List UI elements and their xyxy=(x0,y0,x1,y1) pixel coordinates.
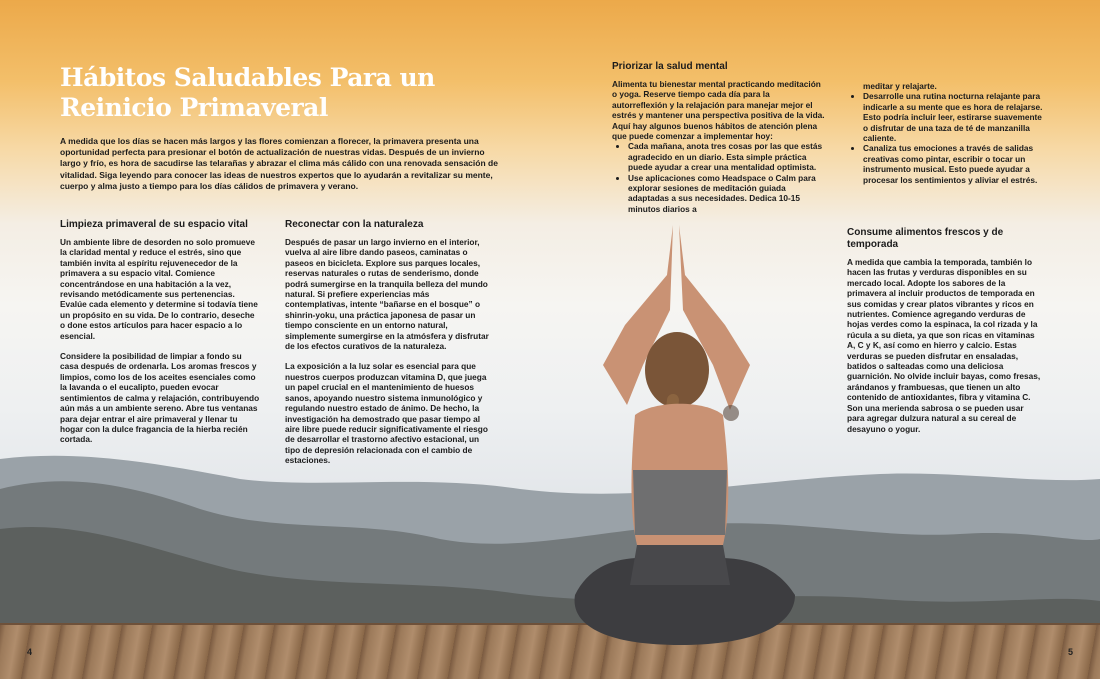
list-item-continued: meditar y relajarte. xyxy=(863,81,937,91)
paragraph: Alimenta tu bienestar mental practicando meditación o yoga. Reserve tiempo cada día para la autorreflexión y la relajación para manejar mejor el estrés y mantener una perspectiva positiva de la vida. Aquí hay algunos buenos hábitos de atención plena que puede comenzar a implementar hoy: xyxy=(612,79,825,142)
section-limpieza xyxy=(60,219,260,455)
page-title: Hábitos Saludables Para un Reinicio Primaveral xyxy=(60,63,435,122)
intro-paragraph: A medida que los días se hacen más largos y las flores comienzan a florecer, la primavera presenta una oportunidad perfecta para presionar el botón de actualización de nuestras vidas. Después de un invierno largo y frío, es hora de sacudirse las telarañas y abrazar el clima más cálido con una renovada sensación de vitalidad. Siga leyendo para conocer las ideas de nuestros expertos que lo ayudarán a revitalizar su mente, cuerpo y alma justo a tiempo para los días cálidos de primavera y verano. xyxy=(60,136,498,191)
section-salud-mental-cont xyxy=(847,81,1047,199)
list-item: • Canaliza tus emociones a través de salidas creativas como pintar, escribir o tocar un instrumento musical. Esto puede ayudar a procesar los sentimientos y aliviar el estrés. xyxy=(863,143,1047,185)
list-item: • Use aplicaciones como Headspace o Calm para explorar sesiones de meditación guiada adaptadas a sus necesidades. Dedica 10-15 minutos diarios a xyxy=(628,173,827,215)
paragraph: Después de pasar un largo invierno en el interior, vuelva al aire libre dando paseos, caminatas o paseos en bicicleta. Explore sus parques locales, reservas naturales o rutas de senderismo, donde podrá sumergirse en la tranquila belleza del mundo natural. Si prefiere experiencias más contemplativas, intente “bañarse en el bosque” o shinrin-yoku, una práctica japonesa de pasar un tiempo consciente en un entorno natural, simplemente sumergirse en la atmósfera y disfrutar de los efectos curativos de la naturaleza. xyxy=(285,237,489,352)
section-heading: Reconectar con la naturaleza xyxy=(285,219,424,230)
section-alimentos xyxy=(847,227,1042,444)
section-heading: Priorizar la salud mental xyxy=(612,61,728,72)
paragraph: La exposición a la luz solar es esencial para que nuestros cuerpos produzcan vitamina D, que juega un papel crucial en el mantenimiento de huesos sanos, apoyando nuestro sistema inmunológico y regulando nuestro estado de ánimo. De hecho, la investigación ha demostrado que pasar tiempo al aire libre puede reducir significativamente el riesgo de desarrollar el trastorno afectivo estacional, un tipo de depresión relacionada con el cambio de estaciones. xyxy=(285,361,488,466)
section-heading: Consume alimentos frescos y de temporada xyxy=(847,227,1004,250)
page-number-right: 5 xyxy=(1067,647,1073,657)
section-salud-mental xyxy=(612,61,827,214)
list-item: • Desarrolle una rutina nocturna relajante para indicarle a su mente que es hora de relajarse. Esto podría incluir leer, estirarse suavemente o disfrutar de una taza de té de manzanilla caliente. xyxy=(863,91,1047,143)
paragraph: Un ambiente libre de desorden no solo promueve la claridad mental y reduce el estrés, sino que también invita al espíritu rejuvenecedor de la primavera a su espacio vital. Comience concentrándose en una habitación a la vez, revisando metódicamente sus pertenencias. Evalúe cada elemento y determine si todavía tiene un propósito en su vida. De lo contrario, deseche o done estos artículos para hacer espacio a lo esencial. xyxy=(60,237,258,341)
habits-list xyxy=(612,141,827,214)
paragraph: Considere la posibilidad de limpiar a fondo su casa después de ordenarla. Los aromas frescos y limpios, como los de los aceites esenciales como la lavanda o el eucalipto, pueden evocar sentimientos de calma y relajación, contribuyendo aún más a un ambiente sereno. Abre tus ventanas para dejar entrar el aire primaveral y llenar tu hogar con la dulce fragancia de la hierba recién cortada. xyxy=(60,351,260,445)
page-number-left: 4 xyxy=(27,647,33,657)
habits-list-continued xyxy=(847,81,1047,185)
section-heading: Limpieza primaveral de su espacio vital xyxy=(60,219,248,230)
paragraph: A medida que cambia la temporada, también lo hacen las frutas y verduras disponibles en su mercado local. Adopte los sabores de la primavera al incluir productos de temporada en sus comidas y crear platos vibrantes y ricos en nutrientes. Comience agregando verduras de hojas verdes como la espinaca, la col rizada y la rúcula a su dieta, ya que son ricas en vitaminas A, C y K, así como en hierro y calcio. Estas verduras se pueden disfrutar en ensaladas, batidos o salteadas como una deliciosa guarnición. No olvide incluir bayas, como fresas, arándanos y frambuesas, que tienen un alto contenido de antioxidantes, fibra y vitamina C. Son una merienda sabrosa o se pueden usar para agregar dulzura natural a su cereal de desayuno o yogur. xyxy=(847,257,1041,434)
section-naturaleza xyxy=(285,219,490,476)
list-item: • Cada mañana, anota tres cosas por las que estás agradecido en un diario. Esta simple práctica puede ayudar a crear una mentalidad optimista. xyxy=(628,141,827,172)
yoga-woman-illustration xyxy=(555,215,815,655)
wooden-deck xyxy=(0,623,1100,679)
